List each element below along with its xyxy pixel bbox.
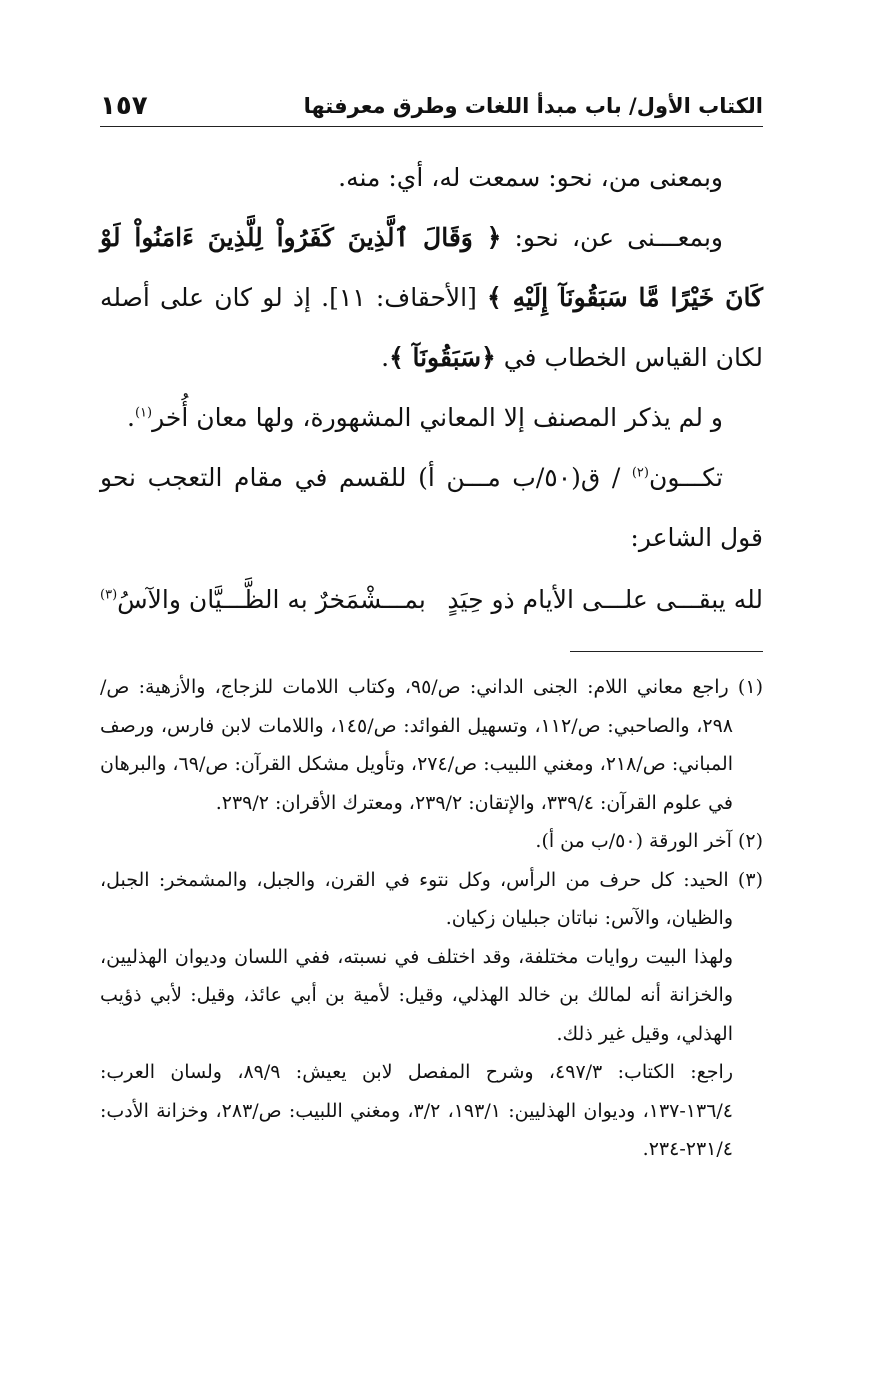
p3-text: و لم يذكر المصنف إلا المعاني المشهورة، ولها معان أُخر <box>152 403 723 432</box>
footnote-marker-3: (٣) <box>100 587 118 603</box>
p2-reference: [الأحقاف: ١١]. إذ لو كان على أصله لكان القياس الخطاب في <box>100 283 763 372</box>
verse-second-hemistich-wrap <box>100 575 426 625</box>
quran-verse-2: ﴿سَبَقُونَآ ﴾ <box>389 343 496 372</box>
paragraph-3 <box>100 388 763 448</box>
page-header <box>100 86 763 127</box>
p4-rest: / ق(٥٠/ب مـــن أ) للقسم في مقام التعجب نحو قول الشاعر: <box>100 463 763 552</box>
poetry-verse <box>100 575 763 625</box>
footnote-3-paragraph-3: راجع: الكتاب: ٤٩٧/٣، وشرح المفصل لابن يعيش: ٨٩/٩، ولسان العرب: ١٣٦/٤-١٣٧، وديوان الهذليين: ١٩٣/١، ٣/٢، ومغني اللبيب: ص/٢٨٣، وخزانة الأدب: ٢٣١/٤-٢٣٤. <box>100 1061 734 1160</box>
p3-end: . <box>127 403 135 432</box>
footnote-separator <box>570 651 763 652</box>
quran-verse: ﴿ وَقَالَ ٱلَّذِينَ كَفَرُواْ لِلَّذِينَ ءَامَنُواْ لَوْ كَانَ خَيْرًا مَّا سَبَقُونَآ إِلَيْهِ ﴾ <box>100 223 763 312</box>
footnotes <box>100 668 763 1169</box>
verse-second-hemistich: بمـــشْمَخرٌ به الظَّـــيَّان والآسُ <box>117 585 426 614</box>
p2-intro: وبمعـــنى عن، نحو: <box>514 223 723 252</box>
running-title: الكتاب الأول/ باب مبدأ اللغات وطرق معرفتها <box>303 94 763 118</box>
verse-first-hemistich: لله يبقـــى علـــى الأيام ذو حِيَدٍ <box>447 585 763 614</box>
footnote-3-paragraph-2: ولهذا البيت روايات مختلفة، وقد اختلف في نسبته، ففي اللسان وديوان الهذليين، والخزانة أنه لمالك بن خالد الهذلي، وقيل: لأمية بن أبي عائذ، وقيل: لأبي ذؤيب الهذلي، وقيل غير ذلك. <box>100 945 733 1045</box>
paragraph-2 <box>100 208 763 388</box>
p4-start: تكـــون <box>648 463 723 492</box>
p2-end: . <box>381 343 390 372</box>
footnote-3: (٣) الحيد: كل حرف من الرأس، وكل نتوء في القرن، والجبل، والمشمخر: الجبل، والظيان، والآس: نباتان جبليان زكيان. <box>100 868 763 929</box>
footnote-marker-2: (٢) <box>631 465 649 481</box>
footnote-1: (١) راجع معاني اللام: الجنى الداني: ص/٩٥، وكتاب اللامات للزجاج، والأزهية: ص/٢٩٨، والصاحبي: ص/١١٢، وتسهيل الفوائد: ص/١٤٥، واللامات لابن فارس، ورصف المباني: ص/٢١٨، ومغني اللبيب: ص/٢٧٤، وتأويل مشكل القرآن: ص/٦٩، والبرهان في علوم القرآن: ٣٣٩/٤، والإتقان: ٢٣٩/٢، ومعترك الأقران: ٢٣٩/٢. <box>100 676 763 814</box>
paragraph-4 <box>100 448 763 568</box>
footnote-2: (٢) آخر الورقة (٥٠/ب من أ). <box>535 830 763 852</box>
main-text <box>100 148 763 568</box>
paragraph-1: وبمعنى من، نحو: سمعت له، أي: منه. <box>338 163 723 192</box>
page-number: ١٥٧ <box>100 91 148 121</box>
footnote-marker-1: (١) <box>134 405 153 421</box>
